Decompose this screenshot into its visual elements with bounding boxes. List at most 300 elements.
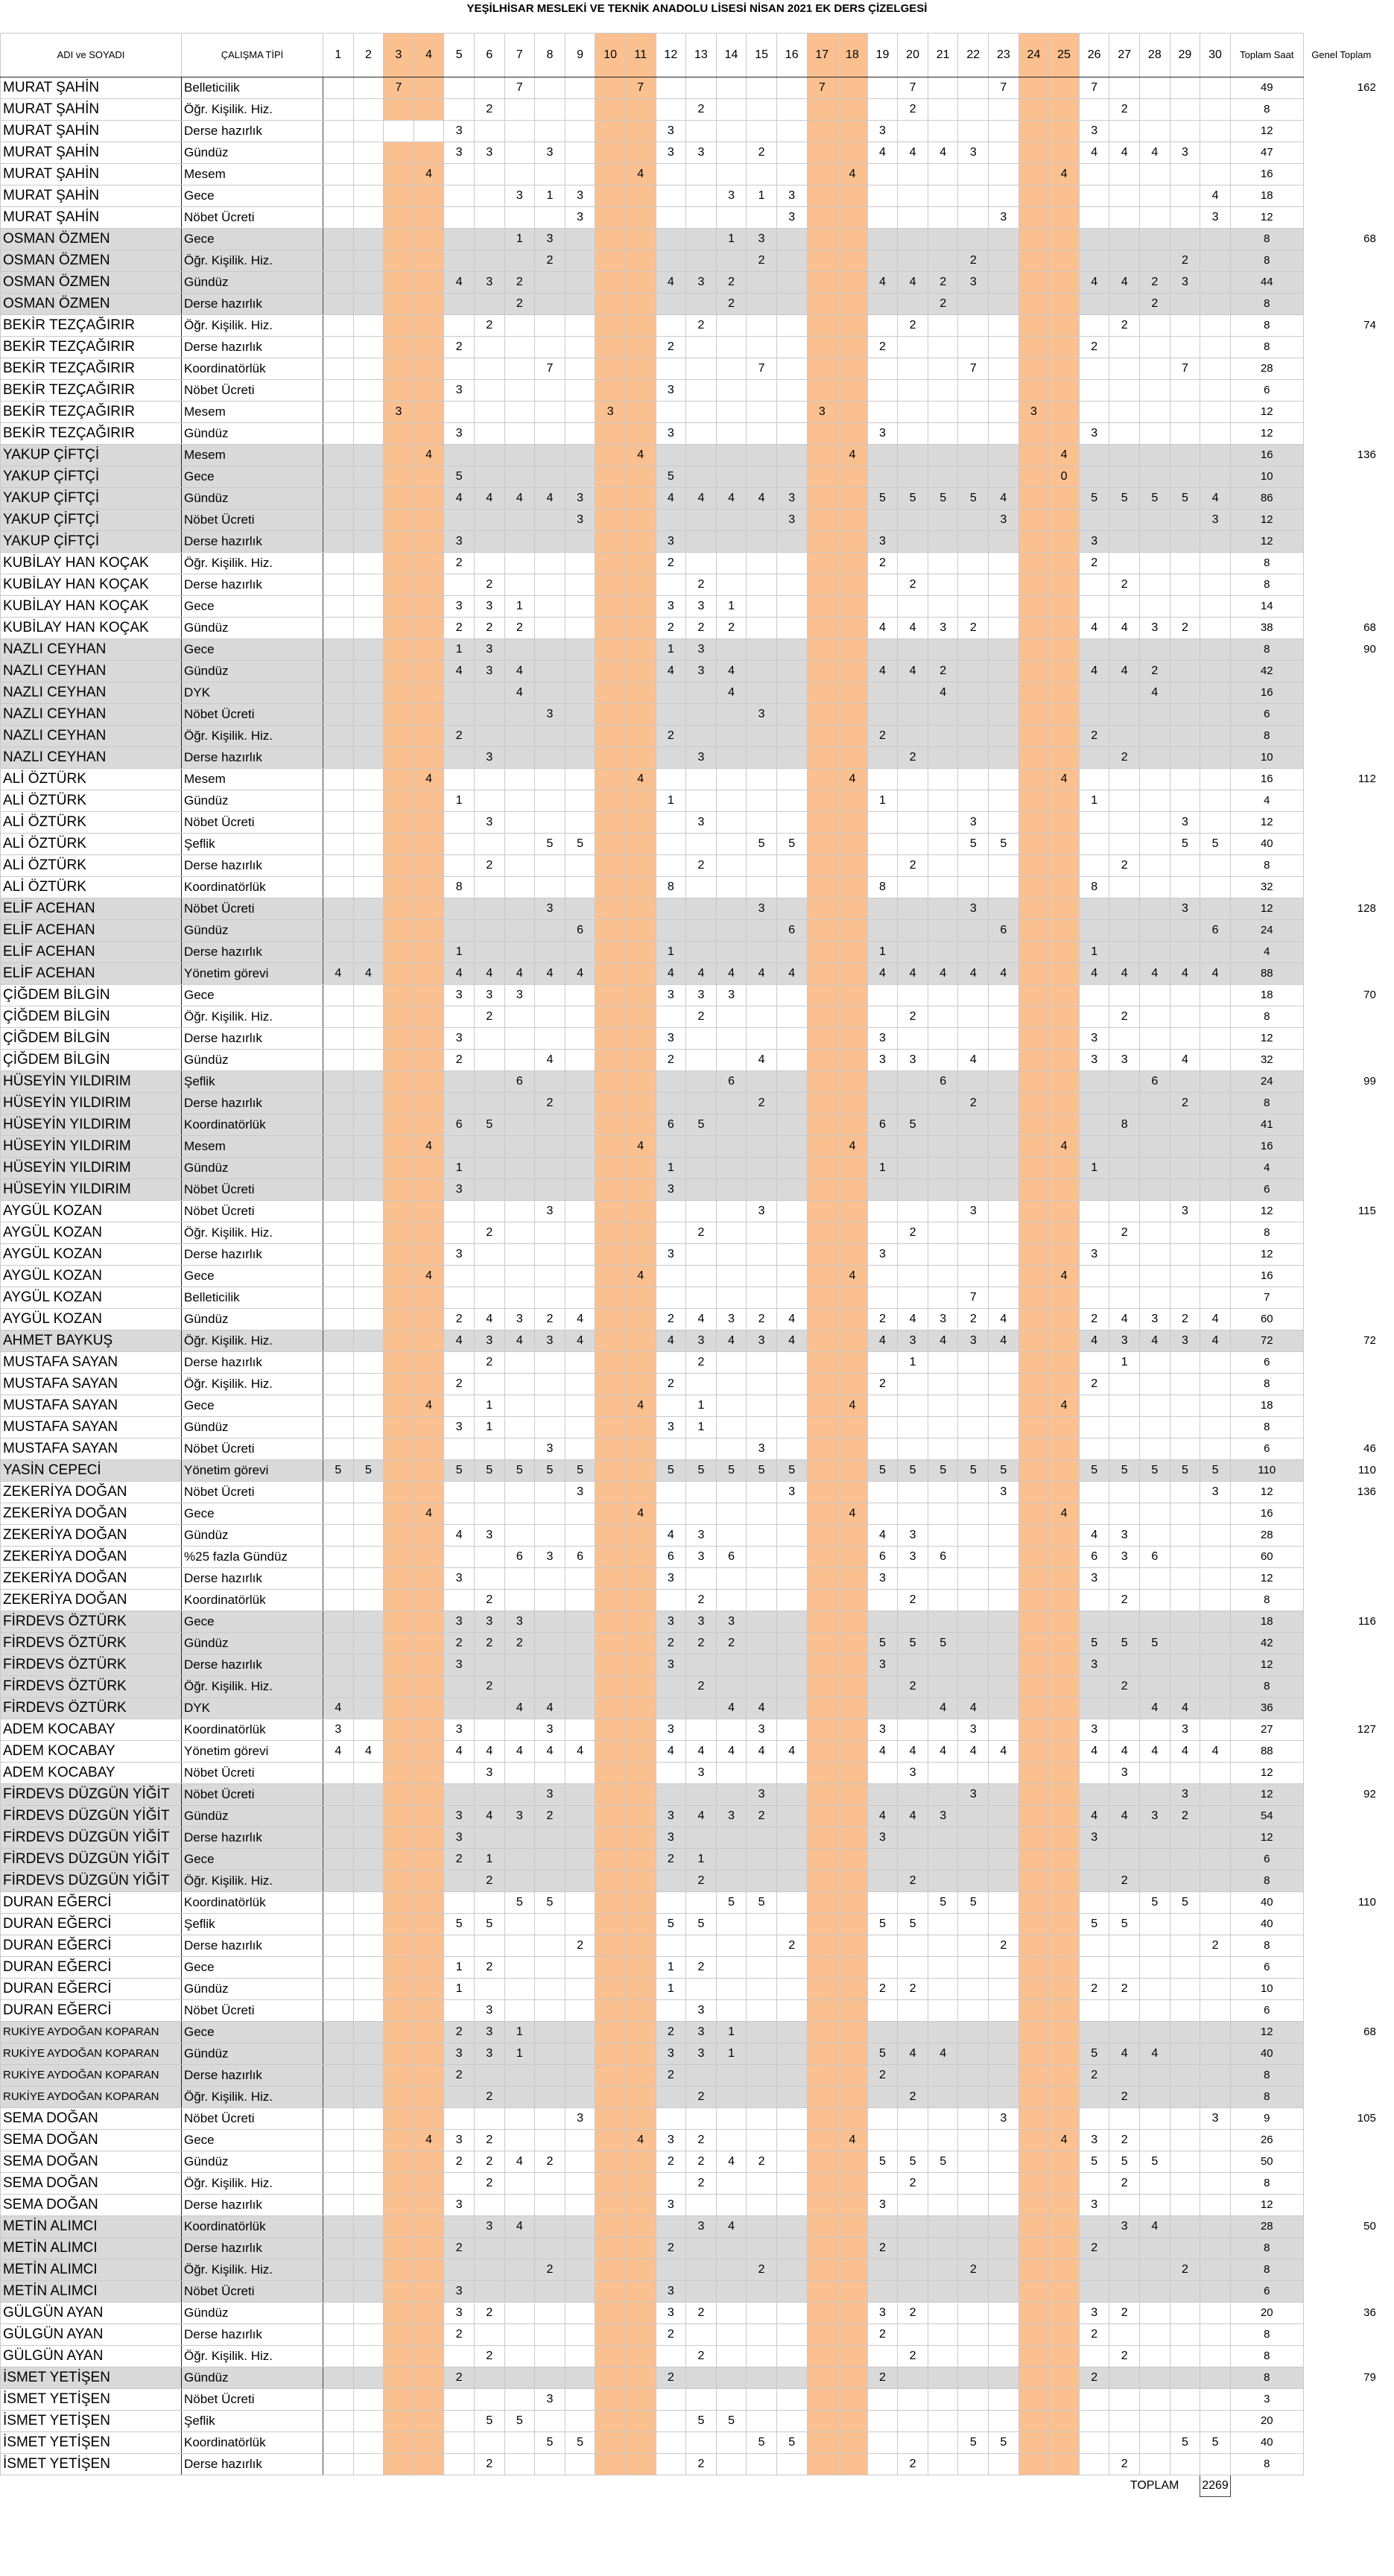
day-cell	[474, 2389, 504, 2411]
teacher-name: GÜLGÜN AYAN	[1, 2303, 182, 2324]
day-cell	[958, 1374, 989, 1395]
day-cell: 4	[1049, 1395, 1080, 1417]
grand-total: 136	[1357, 1485, 1376, 1498]
day-cell: 3	[716, 1309, 747, 1330]
day-cell	[989, 2216, 1019, 2238]
day-cell	[898, 1503, 928, 1525]
day-cell	[656, 185, 686, 207]
day-cell: 3	[1018, 402, 1049, 423]
day-cell	[989, 2303, 1019, 2324]
day-cell	[776, 1611, 807, 1633]
day-cell	[1109, 2259, 1140, 2281]
day-cell	[807, 574, 837, 596]
day-cell: 4	[1049, 2130, 1080, 2151]
day-cell	[353, 1114, 384, 1136]
day-cell: 4	[1109, 661, 1140, 682]
work-type: Gündüz	[182, 272, 323, 294]
day-cell	[323, 1503, 354, 1525]
day-cell: 2	[1170, 618, 1200, 639]
day-cell	[595, 1914, 626, 1935]
day-cell	[1109, 531, 1140, 553]
day-cell	[686, 229, 717, 250]
day-cell	[323, 790, 354, 812]
day-cell	[1049, 207, 1080, 229]
day-cell	[1140, 358, 1170, 380]
work-type: Gündüz	[182, 2303, 323, 2324]
day-cell: 3	[686, 1330, 717, 1352]
day-cell	[716, 790, 747, 812]
day-cell	[989, 121, 1019, 142]
day-cell	[565, 1093, 595, 1114]
day-cell	[898, 1287, 928, 1309]
day-cell	[1018, 1806, 1049, 1827]
work-type: Mesem	[182, 769, 323, 790]
row-total: 88	[1230, 1741, 1303, 1763]
day-cell	[1049, 1806, 1080, 1827]
table-row	[1, 1892, 1380, 1914]
day-cell	[474, 1201, 504, 1222]
day-cell: 3	[686, 661, 717, 682]
day-cell	[595, 2346, 626, 2367]
day-cell	[1200, 2367, 1231, 2389]
row-total: 50	[1230, 2151, 1303, 2173]
day-cell	[1170, 337, 1200, 358]
day-cell	[928, 380, 958, 402]
day-cell	[807, 1546, 837, 1568]
row-total: 6	[1230, 1957, 1303, 1979]
day-cell	[898, 812, 928, 834]
day-cell	[898, 834, 928, 855]
day-cell	[867, 1611, 898, 1633]
day-cell	[1109, 207, 1140, 229]
row-total: 18	[1230, 185, 1303, 207]
header-day: 5	[444, 34, 475, 77]
day-cell	[444, 898, 475, 920]
day-cell	[625, 574, 656, 596]
teacher-name: RUKİYE AYDOĞAN KOPARAN	[1, 2043, 182, 2065]
day-cell: 3	[565, 1482, 595, 1503]
day-cell	[444, 185, 475, 207]
day-cell	[323, 488, 354, 510]
day-cell	[716, 337, 747, 358]
day-cell	[595, 99, 626, 121]
day-cell	[867, 2259, 898, 2281]
day-cell: 2	[898, 1590, 928, 1611]
day-cell	[898, 2130, 928, 2151]
footer-row	[1, 2475, 1380, 2497]
day-cell: 2	[1079, 1374, 1109, 1395]
day-cell	[807, 1633, 837, 1655]
day-cell: 3	[444, 1244, 475, 1266]
day-cell	[565, 2216, 595, 2238]
day-cell	[323, 121, 354, 142]
day-cell	[867, 294, 898, 315]
day-cell	[989, 1633, 1019, 1655]
day-cell: 4	[656, 661, 686, 682]
day-cell	[716, 77, 747, 99]
day-cell	[474, 207, 504, 229]
day-cell	[1200, 1222, 1231, 1244]
work-type: Nöbet Ücreti	[182, 2389, 323, 2411]
day-cell	[1049, 1676, 1080, 1698]
day-cell	[1018, 2151, 1049, 2173]
day-cell	[384, 1071, 414, 1093]
day-cell	[444, 250, 475, 272]
day-cell	[504, 790, 535, 812]
day-cell	[1018, 1655, 1049, 1676]
day-cell	[625, 294, 656, 315]
day-cell: 1	[1079, 942, 1109, 963]
day-cell: 4	[958, 1741, 989, 1763]
day-cell	[898, 250, 928, 272]
work-type: Gündüz	[182, 920, 323, 942]
day-cell	[1200, 315, 1231, 337]
day-cell: 1	[656, 1957, 686, 1979]
day-cell	[1140, 553, 1170, 574]
day-cell	[989, 553, 1019, 574]
day-cell	[747, 2303, 777, 2324]
day-cell	[353, 2195, 384, 2216]
day-cell	[625, 1676, 656, 1698]
day-cell	[837, 488, 868, 510]
day-cell: 5	[898, 1633, 928, 1655]
day-cell	[928, 1093, 958, 1114]
day-cell: 2	[958, 1093, 989, 1114]
day-cell	[1109, 250, 1140, 272]
day-cell	[1200, 77, 1231, 99]
day-cell	[989, 272, 1019, 294]
header-day: 16	[776, 34, 807, 77]
day-cell	[414, 1719, 444, 1741]
day-cell	[474, 1136, 504, 1158]
day-cell: 2	[686, 99, 717, 121]
work-type: Öğr. Kişilik. Hiz.	[182, 1006, 323, 1028]
day-cell	[384, 1741, 414, 1763]
day-cell: 3	[444, 423, 475, 445]
day-cell	[625, 1071, 656, 1093]
day-cell	[686, 337, 717, 358]
day-cell	[837, 2432, 868, 2454]
day-cell	[625, 1892, 656, 1914]
day-cell	[353, 185, 384, 207]
day-cell	[1049, 337, 1080, 358]
day-cell	[898, 1179, 928, 1201]
day-cell	[867, 1763, 898, 1784]
day-cell: 4	[1049, 1503, 1080, 1525]
day-cell	[595, 1525, 626, 1546]
day-cell	[989, 898, 1019, 920]
day-cell	[958, 1395, 989, 1417]
row-total: 8	[1230, 1374, 1303, 1395]
day-cell: 4	[837, 2130, 868, 2151]
day-cell: 2	[444, 1374, 475, 1395]
day-cell	[807, 510, 837, 531]
day-cell: 2	[716, 294, 747, 315]
teacher-name: DURAN EĞERCİ	[1, 1979, 182, 2000]
day-cell	[323, 2195, 354, 2216]
day-cell	[867, 574, 898, 596]
day-cell	[414, 1460, 444, 1482]
day-cell	[716, 1050, 747, 1071]
day-cell: 4	[989, 488, 1019, 510]
day-cell: 4	[656, 1525, 686, 1546]
day-cell	[323, 2151, 354, 2173]
day-cell	[1018, 790, 1049, 812]
day-cell: 3	[444, 1417, 475, 1438]
day-cell: 2	[656, 2367, 686, 2389]
day-cell	[989, 1784, 1019, 1806]
row-total: 44	[1230, 272, 1303, 294]
day-cell: 4	[747, 963, 777, 985]
day-cell: 4	[625, 769, 656, 790]
day-cell: 5	[1109, 488, 1140, 510]
day-cell	[353, 639, 384, 661]
day-cell	[928, 445, 958, 466]
day-cell	[414, 2281, 444, 2303]
row-total: 6	[1230, 380, 1303, 402]
day-cell	[716, 164, 747, 185]
day-cell	[867, 99, 898, 121]
day-cell	[807, 1352, 837, 1374]
row-total: 54	[1230, 1806, 1303, 1827]
day-cell	[958, 747, 989, 769]
day-cell: 3	[656, 1719, 686, 1741]
day-cell	[384, 2346, 414, 2367]
header-day: 19	[867, 34, 898, 77]
day-cell: 2	[656, 1633, 686, 1655]
day-cell: 5	[928, 2151, 958, 2173]
day-cell	[353, 2087, 384, 2108]
table-row	[1, 2195, 1380, 2216]
header-day: 15	[747, 34, 777, 77]
header-type: ÇALIŞMA TİPİ	[182, 34, 323, 77]
day-cell	[1049, 2173, 1080, 2195]
day-cell	[625, 596, 656, 618]
header-day: 27	[1109, 34, 1140, 77]
day-cell	[1109, 1698, 1140, 1719]
day-cell	[747, 1374, 777, 1395]
day-cell	[414, 1827, 444, 1849]
day-cell	[989, 1417, 1019, 1438]
day-cell: 2	[474, 1871, 504, 1892]
day-cell: 2	[474, 1222, 504, 1244]
day-cell: 4	[504, 2216, 535, 2238]
day-cell	[353, 121, 384, 142]
row-total: 8	[1230, 2324, 1303, 2346]
day-cell: 3	[323, 1719, 354, 1741]
day-cell	[1018, 1395, 1049, 1417]
day-cell: 5	[444, 466, 475, 488]
work-type: Şeflik	[182, 1071, 323, 1093]
day-cell: 5	[1109, 1914, 1140, 1935]
day-cell	[625, 2324, 656, 2346]
day-cell	[595, 2259, 626, 2281]
day-cell	[928, 2389, 958, 2411]
day-cell	[1079, 315, 1109, 337]
day-cell: 2	[747, 1309, 777, 1330]
day-cell	[625, 1633, 656, 1655]
day-cell	[323, 1158, 354, 1179]
day-cell	[776, 2281, 807, 2303]
day-cell	[384, 1287, 414, 1309]
day-cell	[323, 2000, 354, 2022]
day-cell	[656, 315, 686, 337]
day-cell	[656, 834, 686, 855]
day-cell	[867, 229, 898, 250]
day-cell	[1049, 1525, 1080, 1546]
day-cell: 4	[1200, 1330, 1231, 1352]
day-cell	[989, 747, 1019, 769]
day-cell	[595, 1482, 626, 1503]
day-cell	[384, 380, 414, 402]
day-cell	[989, 1698, 1019, 1719]
day-cell	[474, 553, 504, 574]
day-cell	[595, 1071, 626, 1093]
day-cell: 4	[504, 2151, 535, 2173]
day-cell	[837, 2454, 868, 2475]
day-cell	[353, 1395, 384, 1417]
table-row	[1, 1438, 1380, 1460]
teacher-name: ADEM KOCABAY	[1, 1741, 182, 1763]
day-cell	[898, 2000, 928, 2022]
day-cell	[414, 2454, 444, 2475]
day-cell	[1018, 1093, 1049, 1114]
day-cell	[958, 2195, 989, 2216]
day-cell: 4	[958, 1050, 989, 1071]
day-cell	[989, 704, 1019, 726]
day-cell	[625, 1741, 656, 1763]
day-cell	[989, 790, 1019, 812]
day-cell: 3	[867, 1568, 898, 1590]
day-cell	[504, 99, 535, 121]
day-cell	[716, 1201, 747, 1222]
day-cell	[384, 1006, 414, 1028]
day-cell	[747, 1136, 777, 1158]
day-cell	[474, 1546, 504, 1568]
day-cell	[867, 1784, 898, 1806]
day-cell: 2	[474, 1957, 504, 1979]
day-cell	[1200, 402, 1231, 423]
day-cell	[716, 639, 747, 661]
row-total: 72	[1230, 1330, 1303, 1352]
day-cell	[1049, 639, 1080, 661]
day-cell: 3	[686, 2216, 717, 2238]
day-cell	[1049, 2065, 1080, 2087]
day-cell	[384, 812, 414, 834]
day-cell	[1140, 1784, 1170, 1806]
day-cell	[807, 1330, 837, 1352]
day-cell	[989, 574, 1019, 596]
day-cell	[1200, 1179, 1231, 1201]
day-cell	[837, 2303, 868, 2324]
teacher-name: RUKİYE AYDOĞAN KOPARAN	[1, 2087, 182, 2108]
day-cell	[1200, 358, 1231, 380]
day-cell	[716, 466, 747, 488]
day-cell	[1170, 790, 1200, 812]
day-cell	[776, 661, 807, 682]
day-cell	[504, 1028, 535, 1050]
day-cell	[474, 77, 504, 99]
day-cell	[776, 1590, 807, 1611]
day-cell	[837, 1330, 868, 1352]
day-cell: 4	[504, 488, 535, 510]
day-cell	[807, 121, 837, 142]
day-cell	[1018, 121, 1049, 142]
day-cell: 1	[444, 790, 475, 812]
day-cell	[928, 1417, 958, 1438]
day-cell: 2	[716, 1633, 747, 1655]
day-cell	[1018, 877, 1049, 898]
day-cell	[565, 1979, 595, 2000]
day-cell	[776, 531, 807, 553]
day-cell	[595, 574, 626, 596]
day-cell	[1140, 2367, 1170, 2389]
day-cell	[595, 812, 626, 834]
day-cell	[444, 358, 475, 380]
day-cell: 8	[867, 877, 898, 898]
day-cell	[928, 185, 958, 207]
day-cell	[414, 2065, 444, 2087]
day-cell	[1018, 1352, 1049, 1374]
day-cell	[474, 1482, 504, 1503]
day-cell: 2	[686, 1676, 717, 1698]
day-cell	[353, 2108, 384, 2130]
day-cell	[837, 812, 868, 834]
row-total: 8	[1230, 855, 1303, 877]
day-cell	[1049, 2411, 1080, 2432]
day-cell	[928, 1655, 958, 1676]
day-cell	[807, 185, 837, 207]
day-cell	[747, 1006, 777, 1028]
teacher-name: MURAT ŞAHİN	[1, 185, 182, 207]
work-type: Nöbet Ücreti	[182, 2108, 323, 2130]
day-cell	[867, 1222, 898, 1244]
day-cell	[867, 1892, 898, 1914]
day-cell	[807, 2087, 837, 2108]
day-cell	[1140, 1676, 1170, 1698]
day-cell: 3	[686, 1611, 717, 1633]
day-cell	[414, 2087, 444, 2108]
grand-total	[1303, 855, 1379, 877]
work-type: Öğr. Kişilik. Hiz.	[182, 250, 323, 272]
day-cell	[1200, 445, 1231, 466]
day-cell: 1	[656, 942, 686, 963]
day-cell	[1049, 812, 1080, 834]
day-cell	[474, 337, 504, 358]
table-row	[1, 294, 1380, 315]
day-cell	[989, 2259, 1019, 2281]
day-cell: 4	[776, 1330, 807, 1352]
day-cell	[444, 2216, 475, 2238]
day-cell	[807, 1287, 837, 1309]
day-cell	[867, 769, 898, 790]
day-cell	[384, 661, 414, 682]
day-cell	[595, 337, 626, 358]
day-cell: 3	[565, 488, 595, 510]
day-cell	[323, 337, 354, 358]
day-cell	[656, 682, 686, 704]
day-cell	[444, 510, 475, 531]
day-cell	[504, 2130, 535, 2151]
day-cell	[1200, 121, 1231, 142]
day-cell	[686, 682, 717, 704]
day-cell	[1109, 1827, 1140, 1849]
day-cell	[565, 639, 595, 661]
row-total: 6	[1230, 1438, 1303, 1460]
day-cell: 2	[686, 2087, 717, 2108]
day-cell: 4	[1049, 1136, 1080, 1158]
day-cell	[474, 445, 504, 466]
